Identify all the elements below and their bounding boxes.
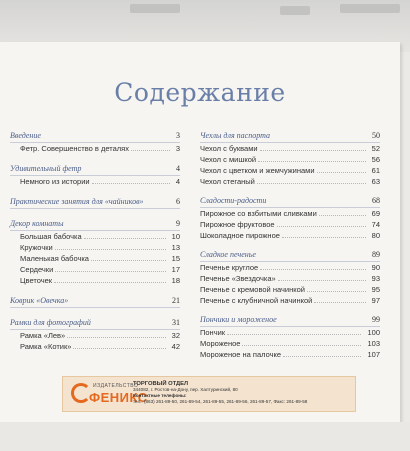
- toc-section-title: Удивительный фетр: [10, 164, 82, 173]
- toc-entry: [10, 330, 180, 341]
- toc-entry: [200, 143, 380, 154]
- toc-leader-dots: [55, 271, 165, 272]
- toc-section: [10, 196, 180, 209]
- toc-section: [10, 218, 180, 286]
- logo-big-text: ФЕНИКС: [89, 390, 148, 405]
- toc-leader-dots: [260, 269, 365, 270]
- toc-entry-label: Чехол стеганый: [200, 177, 255, 186]
- toc-entry-page: 63: [371, 177, 380, 186]
- toc-section: [200, 314, 380, 360]
- faded-text-blob: [340, 4, 400, 13]
- toc-entry-page: 95: [371, 285, 380, 294]
- toc-entry-page: 18: [171, 276, 180, 285]
- toc-entry-page: 13: [171, 243, 180, 252]
- toc-section-page: 89: [372, 250, 380, 259]
- bottom-page-strip: [0, 422, 410, 451]
- toc-entry-label: Печенье с кремовой начинкой: [200, 285, 305, 294]
- toc-entry: [200, 165, 380, 176]
- toc-entry-page: 56: [371, 155, 380, 164]
- toc-entry-label: Фетр. Совершенство в деталях: [20, 144, 129, 153]
- toc-entry-label: Цветочек: [20, 276, 53, 285]
- toc-entry-page: 10: [171, 232, 180, 241]
- toc-section-page: 9: [176, 219, 180, 228]
- toc-entry-label: Печенье «Звездочка»: [200, 274, 276, 283]
- toc-entry-label: Маленькая бабочка: [20, 254, 89, 263]
- toc-entry-label: Пирожное со взбитыми сливками: [200, 209, 317, 218]
- toc-section-title: Введение: [10, 131, 41, 140]
- toc-entry: [200, 349, 380, 360]
- toc-entry: [200, 262, 380, 273]
- toc-section-title: Коврик «Овечка»: [10, 296, 69, 305]
- toc-leader-dots: [131, 150, 170, 151]
- publisher-logo: [71, 381, 148, 407]
- toc-leader-dots: [319, 215, 366, 216]
- toc-entry: [200, 327, 380, 338]
- toc-left-column: [10, 130, 180, 361]
- toc-leader-dots: [55, 249, 166, 250]
- toc-entry-label: Пончик: [200, 328, 226, 337]
- logo-small-text: ИЗДАТЕЛЬСТВО: [93, 383, 139, 389]
- toc-entry-label: Сердечки: [20, 265, 54, 274]
- faded-text-blob: [130, 4, 180, 13]
- toc-entry-label: Рамка «Лев»: [20, 331, 66, 340]
- publisher-footer: [62, 376, 356, 412]
- toc-leader-dots: [283, 356, 361, 357]
- toc-section-heading: [10, 163, 180, 176]
- faded-text-blob: [280, 6, 310, 15]
- toc-leader-dots: [54, 282, 166, 283]
- toc-leader-dots: [277, 226, 366, 227]
- toc-entry: [200, 208, 380, 219]
- toc-section-heading: [10, 317, 180, 330]
- toc-entry-page: 69: [371, 209, 380, 218]
- toc-entry: [200, 154, 380, 165]
- toc-section: [10, 317, 180, 352]
- toc-section-heading: [200, 314, 380, 327]
- toc-entry: [200, 295, 380, 306]
- toc-section-page: 3: [176, 131, 180, 140]
- toc-section-page: 31: [172, 318, 180, 327]
- toc-entry-label: Кружочки: [20, 243, 53, 252]
- toc-leader-dots: [91, 260, 166, 261]
- toc-entry-page: 52: [371, 144, 380, 153]
- toc-entry-label: Рамка «Котик»: [20, 342, 72, 351]
- toc-section-title: Декор комнаты: [10, 219, 64, 228]
- footer-address: 344082, г. Ростов-на-Дону, пер. Халтуринский, 80: [133, 387, 238, 392]
- toc-entry: [10, 341, 180, 352]
- toc-entry-page: 4: [175, 177, 180, 186]
- toc-entry: [10, 275, 180, 286]
- toc-section-heading: [10, 130, 180, 143]
- toc-entry-page: 15: [171, 254, 180, 263]
- toc-section-page: 99: [372, 315, 380, 324]
- toc-section-heading: [200, 249, 380, 262]
- toc-entry-page: 3: [175, 144, 180, 153]
- toc-leader-dots: [314, 302, 365, 303]
- toc-entry-label: Чехол с мишкой: [200, 155, 257, 164]
- logo-swirl-icon: [71, 383, 91, 403]
- toc-entry: [10, 242, 180, 253]
- toc-leader-dots: [260, 150, 366, 151]
- toc-entry: [200, 338, 380, 349]
- toc-leader-dots: [73, 348, 165, 349]
- toc-entry-page: 107: [367, 350, 380, 359]
- toc-section-heading: [10, 218, 180, 231]
- toc-entry-page: 80: [371, 231, 380, 240]
- toc-entry-page: 17: [171, 265, 180, 274]
- toc-entry-page: 61: [371, 166, 380, 175]
- toc-leader-dots: [257, 183, 366, 184]
- toc-entry-label: Большая бабочка: [20, 232, 82, 241]
- toc-entry-label: Мороженое: [200, 339, 241, 348]
- toc-right-column: [200, 130, 380, 368]
- toc-entry: [200, 273, 380, 284]
- toc-entry-label: Чехол с цветком и жемчужинами: [200, 166, 315, 175]
- footer-phones-label: Контактные телефоны:: [133, 393, 187, 398]
- toc-section: [200, 130, 380, 187]
- toc-entry: [200, 284, 380, 295]
- toc-entry: [200, 219, 380, 230]
- toc-section-heading: [10, 295, 180, 308]
- toc-section-title: Рамки для фотографий: [10, 318, 91, 327]
- toc-entry: [10, 264, 180, 275]
- toc-leader-dots: [227, 334, 361, 335]
- footer-phones: тел.: (863) 261-89-50, 261-89-54, 261-89-55, 261-89-56, 261-89-57, Факс: 261-89-58: [133, 399, 308, 404]
- toc-entry-page: 74: [371, 220, 380, 229]
- toc-entry-label: Шоколадное пирожное: [200, 231, 280, 240]
- footer-info: [133, 381, 353, 405]
- toc-entry-page: 90: [371, 263, 380, 272]
- toc-section: [10, 130, 180, 154]
- toc-entry: [10, 176, 180, 187]
- footer-heading: ТОРГОВЫЙ ОТДЕЛ: [133, 381, 189, 387]
- toc-leader-dots: [282, 237, 366, 238]
- toc-section-heading: [200, 195, 380, 208]
- toc-entry: [200, 230, 380, 241]
- toc-entry: [10, 143, 180, 154]
- toc-section-page: 21: [172, 296, 180, 305]
- toc-entry: [10, 253, 180, 264]
- toc-section: [10, 163, 180, 187]
- toc-section: [10, 295, 180, 308]
- toc-leader-dots: [317, 172, 366, 173]
- toc-entry-label: Пирожное фруктовое: [200, 220, 275, 229]
- toc-section-heading: [10, 196, 180, 209]
- toc-leader-dots: [307, 291, 366, 292]
- toc-entry-page: 97: [371, 296, 380, 305]
- toc-leader-dots: [67, 337, 165, 338]
- toc-entry-label: Печенье с клубничной начинкой: [200, 296, 313, 305]
- toc-section-heading: [200, 130, 380, 143]
- toc-section-page: 4: [176, 164, 180, 173]
- toc-entry-page: 100: [367, 328, 380, 337]
- page-title: Содержание: [114, 78, 286, 107]
- toc-section-page: 68: [372, 196, 380, 205]
- toc-entry-page: 42: [171, 342, 180, 351]
- toc-section: [200, 195, 380, 241]
- toc-section-title: Чехлы для паспорта: [200, 131, 270, 140]
- toc-entry: [10, 231, 180, 242]
- toc-entry-page: 32: [171, 331, 180, 340]
- toc-entry-label: Печенье круглое: [200, 263, 259, 272]
- toc-section-page: 6: [176, 197, 180, 206]
- toc-section-title: Сладости-радости: [200, 196, 267, 205]
- toc-entry-page: 103: [367, 339, 380, 348]
- toc-section-page: 50: [372, 131, 380, 140]
- toc-section-title: Пончики и мороженое: [200, 315, 277, 324]
- toc-section-title: Сладкое печенье: [200, 250, 256, 259]
- toc-entry-label: Чехол с буквами: [200, 144, 258, 153]
- toc-entry: [200, 176, 380, 187]
- toc-section: [200, 249, 380, 306]
- toc-leader-dots: [242, 345, 361, 346]
- toc-leader-dots: [84, 238, 166, 239]
- toc-leader-dots: [278, 280, 366, 281]
- toc-leader-dots: [258, 161, 366, 162]
- toc-entry-label: Мороженое на палочке: [200, 350, 282, 359]
- toc-leader-dots: [92, 183, 170, 184]
- toc-entry-page: 93: [371, 274, 380, 283]
- toc-entry-label: Немного из истории: [20, 177, 90, 186]
- toc-section-title: Практические занятия для «чайников»: [10, 197, 144, 206]
